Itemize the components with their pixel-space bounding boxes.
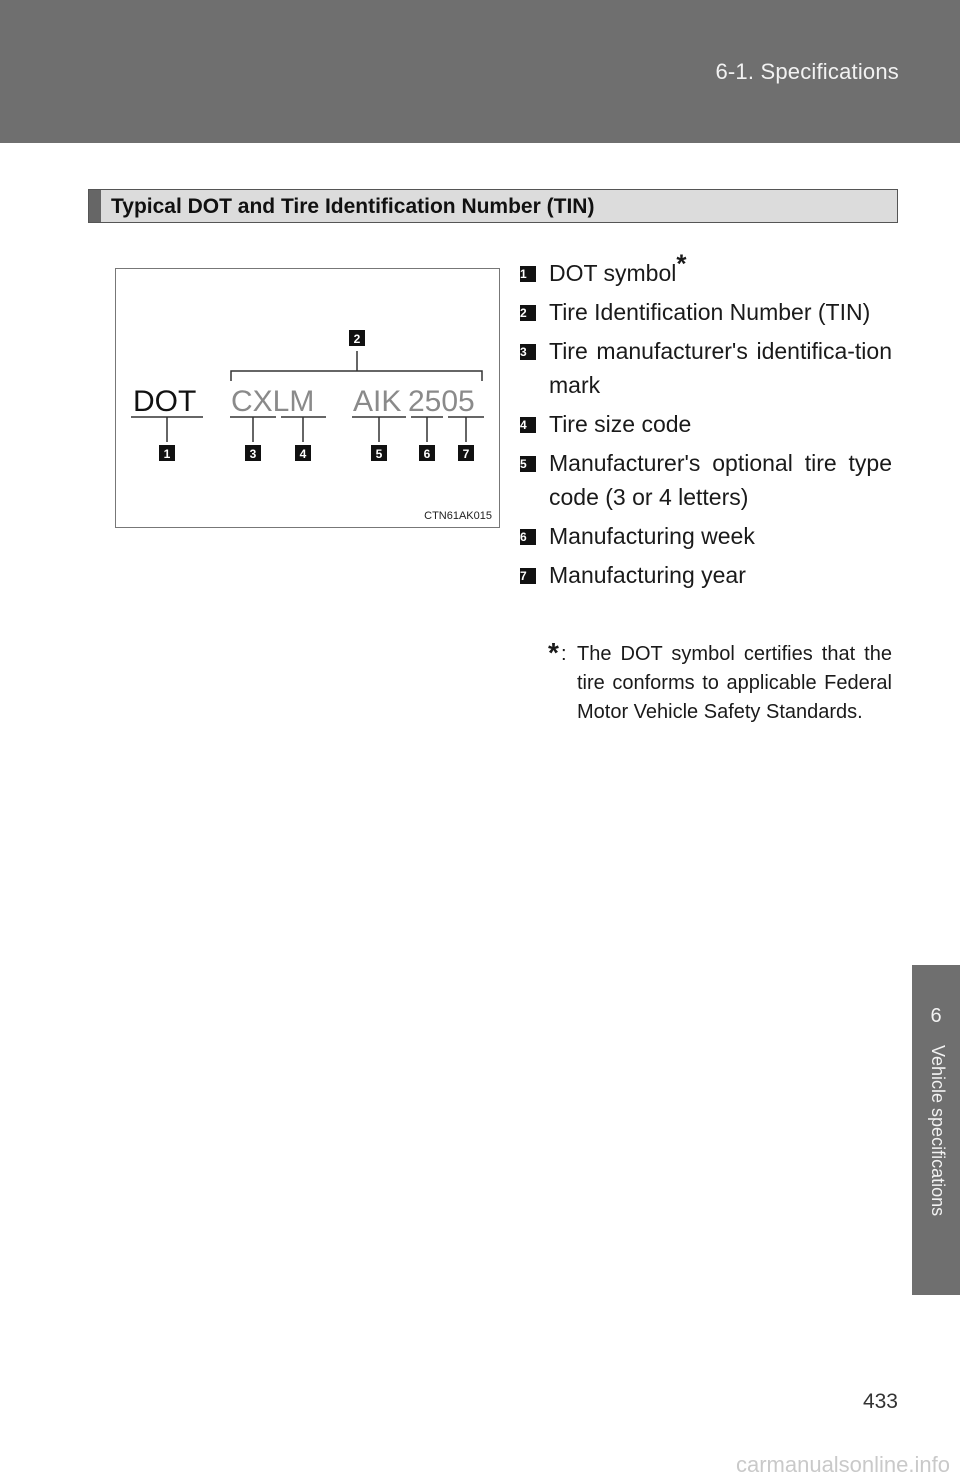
watermark: carmanualsonline.info [735, 1452, 950, 1477]
year-week-text: 2505 [408, 385, 475, 418]
figure-code: CTN61AK015 [424, 510, 492, 522]
list-item [520, 248, 892, 290]
item-text: Tire Identification Number (TIN) [549, 299, 871, 325]
callout-3: 3 [249, 447, 257, 461]
callout-6: 6 [423, 447, 431, 461]
item-text: Tire manufacturer's identifica-tion mark [549, 338, 892, 398]
cxlm-text: CXLM [231, 385, 315, 418]
page-number: 433 [862, 1390, 898, 1413]
chapter-label: Vehicle specifications [928, 1045, 948, 1217]
item-badge: 7 [520, 568, 536, 584]
section-heading-bar [88, 189, 898, 223]
list-item [520, 334, 892, 402]
callout-7: 7 [462, 447, 470, 461]
asterisk-mark: * [676, 248, 687, 279]
item-badge: 3 [520, 344, 536, 360]
tin-bracket [231, 371, 482, 381]
list-item [520, 519, 892, 553]
page-header [0, 0, 960, 143]
callout-1: 1 [163, 447, 171, 461]
item-badge: 2 [520, 305, 536, 321]
item-text: Manufacturer's optional tire type code (3 or 4 letters) [549, 450, 892, 510]
item-text: Tire size code [549, 411, 692, 437]
chapter-tab [912, 965, 960, 1295]
list-item [520, 446, 892, 514]
chapter-number: 6 [930, 1005, 942, 1027]
footnote-text: The DOT symbol certifies that the tire conforms to applicable Federal Motor Vehicle Safety Standards. [577, 643, 892, 723]
heading-accent [89, 190, 101, 222]
callout-4: 4 [299, 447, 307, 461]
list-item [520, 558, 892, 592]
tin-diagram-svg [116, 269, 499, 527]
list-item [520, 295, 892, 329]
footnote [548, 637, 892, 727]
item-badge: 4 [520, 417, 536, 433]
item-text: DOT symbol [549, 260, 677, 286]
item-text: Manufacturing week [549, 523, 755, 549]
item-text: Manufacturing year [549, 562, 746, 588]
section-title: Typical DOT and Tire Identification Number (TIN) [111, 195, 595, 218]
dot-text: DOT [133, 385, 197, 418]
item-badge: 5 [520, 456, 536, 472]
footnote-asterisk: * [548, 637, 559, 668]
section-breadcrumb: 6-1. Specifications [715, 59, 899, 84]
footnote-colon: : [561, 643, 567, 665]
item-badge: 1 [520, 266, 536, 282]
tin-diagram [115, 268, 500, 528]
aik-text: AIK [353, 385, 402, 418]
callout-2: 2 [353, 332, 361, 346]
callout-5: 5 [375, 447, 383, 461]
item-badge: 6 [520, 529, 536, 545]
leaders [167, 417, 466, 442]
item-list [520, 248, 892, 597]
list-item [520, 407, 892, 441]
